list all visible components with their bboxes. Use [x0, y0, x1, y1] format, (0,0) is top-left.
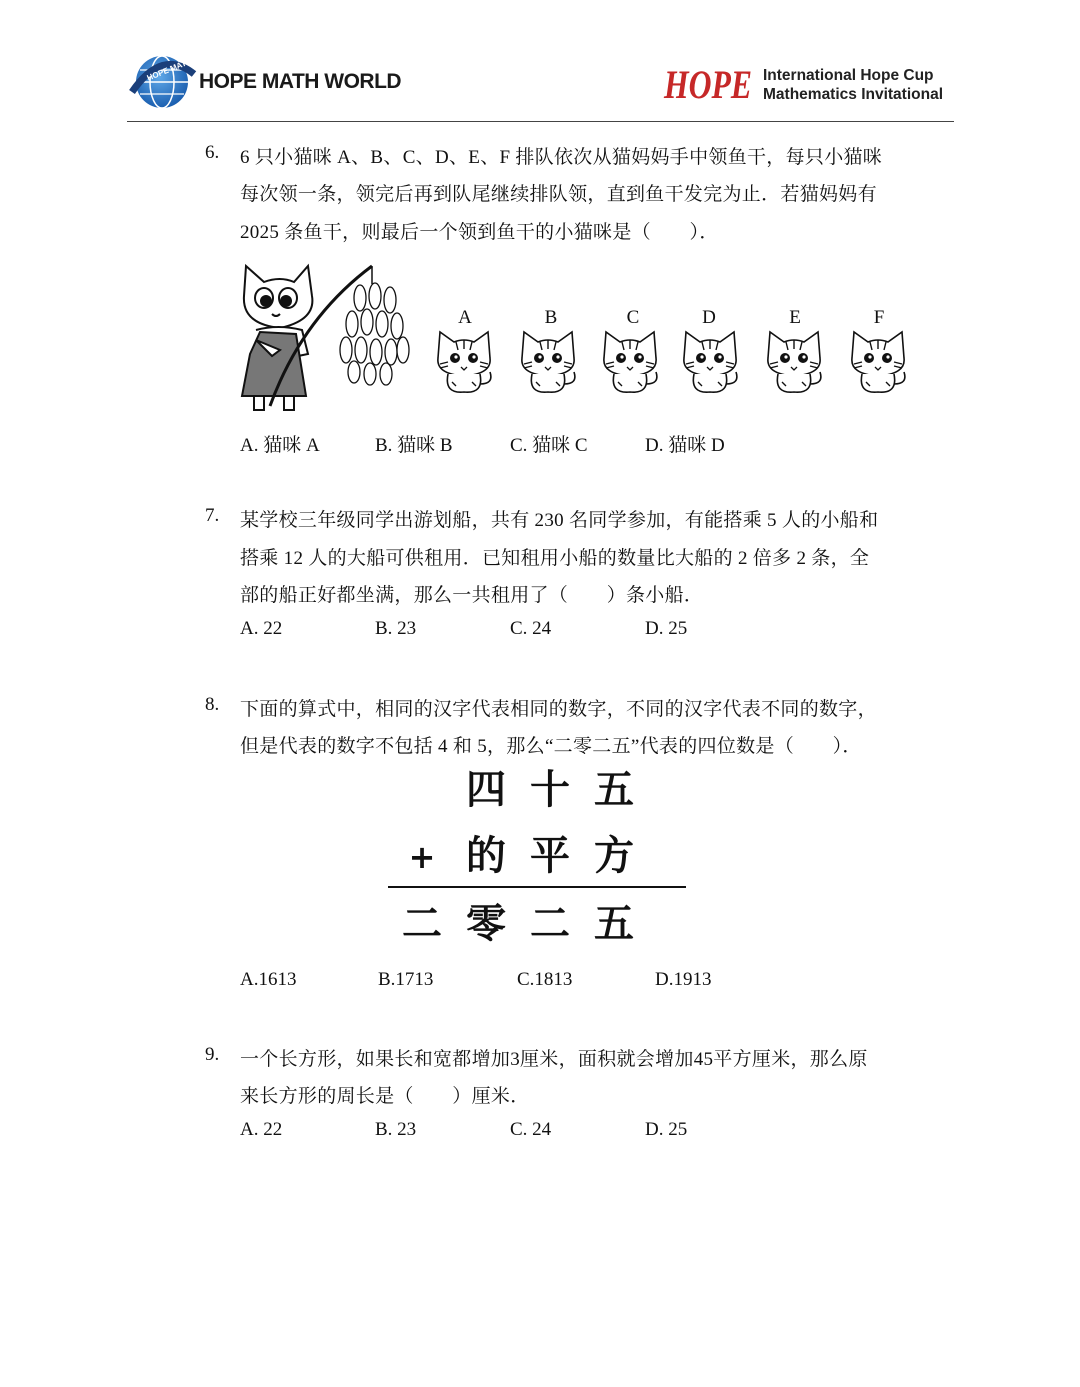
equation-char: 二: [530, 901, 570, 947]
option-b: B. 猫咪 B: [375, 435, 453, 456]
left-logo-text: HOPE MATH WORLD: [199, 70, 402, 93]
mother-cat-illustration: [232, 258, 417, 418]
kitten-e-icon: [768, 332, 821, 392]
question-text-line: 搭乘 12 人的大船可供租用．已知租用小船的数量比大船的 2 倍多 2 条，全: [240, 548, 870, 569]
option-b: B. 23: [375, 618, 417, 639]
question-number: 7.: [205, 505, 220, 526]
question-text-line: 来长方形的周长是（ ）厘米．: [240, 1086, 530, 1107]
option-a: A. 22: [240, 618, 283, 639]
question-number: 6.: [205, 142, 220, 163]
header-divider: [127, 121, 954, 122]
question-text-line: 部的船正好都坐满，那么一共租用了（ ）条小船．: [240, 585, 704, 606]
kitten-label: B: [544, 307, 558, 328]
right-logo-line2: Mathematics Invitational: [763, 86, 944, 103]
kitten-label: F: [873, 307, 885, 328]
equation-char: 的: [466, 833, 506, 879]
kitten-label: A: [458, 307, 472, 328]
right-logo-line1: International Hope Cup: [763, 67, 934, 84]
kitten-b-icon: [522, 332, 575, 392]
question-text-line: 每次领一条，领完后再到队尾继续排队领，直到鱼干发完为止．若猫妈妈有: [240, 184, 877, 205]
equation-char: 四: [466, 767, 506, 813]
kitten-label: C: [626, 307, 640, 328]
option-c: C. 猫咪 C: [510, 435, 588, 456]
option-c: C. 24: [510, 1119, 552, 1140]
globe-logo-icon: [124, 44, 224, 112]
equation-char: 零: [466, 901, 506, 947]
hope-logo-mark-text: HOPE: [663, 62, 752, 107]
question-number: 9.: [205, 1044, 220, 1065]
right-logo-text: [763, 66, 943, 104]
option-a: A. 猫咪 A: [240, 435, 320, 456]
kitten-d-icon: [684, 332, 737, 392]
option-b: B.1713: [378, 969, 434, 990]
question-text-line: 6 只小猫咪 A、B、C、D、E、F 排队依次从猫妈妈手中领鱼干，每只小猫咪: [240, 147, 883, 168]
question-text-line: 一个长方形，如果长和宽都增加3厘米，面积就会增加45平方厘米，那么原: [240, 1049, 868, 1070]
option-d: D.1913: [655, 969, 712, 990]
kitten-label: E: [789, 307, 801, 328]
option-b: B. 23: [375, 1119, 417, 1140]
kitten-label: D: [702, 307, 716, 328]
kitten-f-icon: [852, 332, 905, 392]
equation-line: [388, 886, 686, 888]
equation-char: 二: [402, 901, 442, 947]
option-c: C. 24: [510, 618, 552, 639]
hope-logo-mark: [662, 60, 757, 106]
kitten-c-icon: [604, 332, 657, 392]
equation-char: 五: [594, 767, 634, 813]
question-number: 8.: [205, 694, 220, 715]
kitten-icons: [432, 328, 912, 396]
option-d: D. 25: [645, 618, 688, 639]
equation-char: 平: [530, 833, 570, 879]
kitten-a-icon: [438, 332, 491, 392]
equation-char: 十: [530, 767, 570, 813]
option-d: D. 25: [645, 1119, 688, 1140]
option-a: A.1613: [240, 969, 297, 990]
question-text-line: 某学校三年级同学出游划船，共有 230 名同学参加，有能搭乘 5 人的小船和: [240, 510, 879, 531]
equation-char: 方: [594, 833, 634, 879]
question-text-line: 2025 条鱼干，则最后一个领到鱼干的小猫咪是（ ）．: [240, 222, 719, 243]
question-text-line: 下面的算式中，相同的汉字代表相同的数字，不同的汉字代表不同的数字，: [240, 699, 877, 720]
globe-logo-text: HOPE MATH WORLD: [145, 44, 224, 83]
question-text-line: 但是代表的数字不包括 4 和 5，那么“二零二五”代表的四位数是（ ）．: [240, 736, 862, 757]
option-d: D. 猫咪 D: [645, 435, 725, 456]
option-c: C.1813: [517, 969, 573, 990]
plus-sign: +: [408, 838, 436, 876]
equation-char: 五: [594, 901, 634, 947]
option-a: A. 22: [240, 1119, 283, 1140]
